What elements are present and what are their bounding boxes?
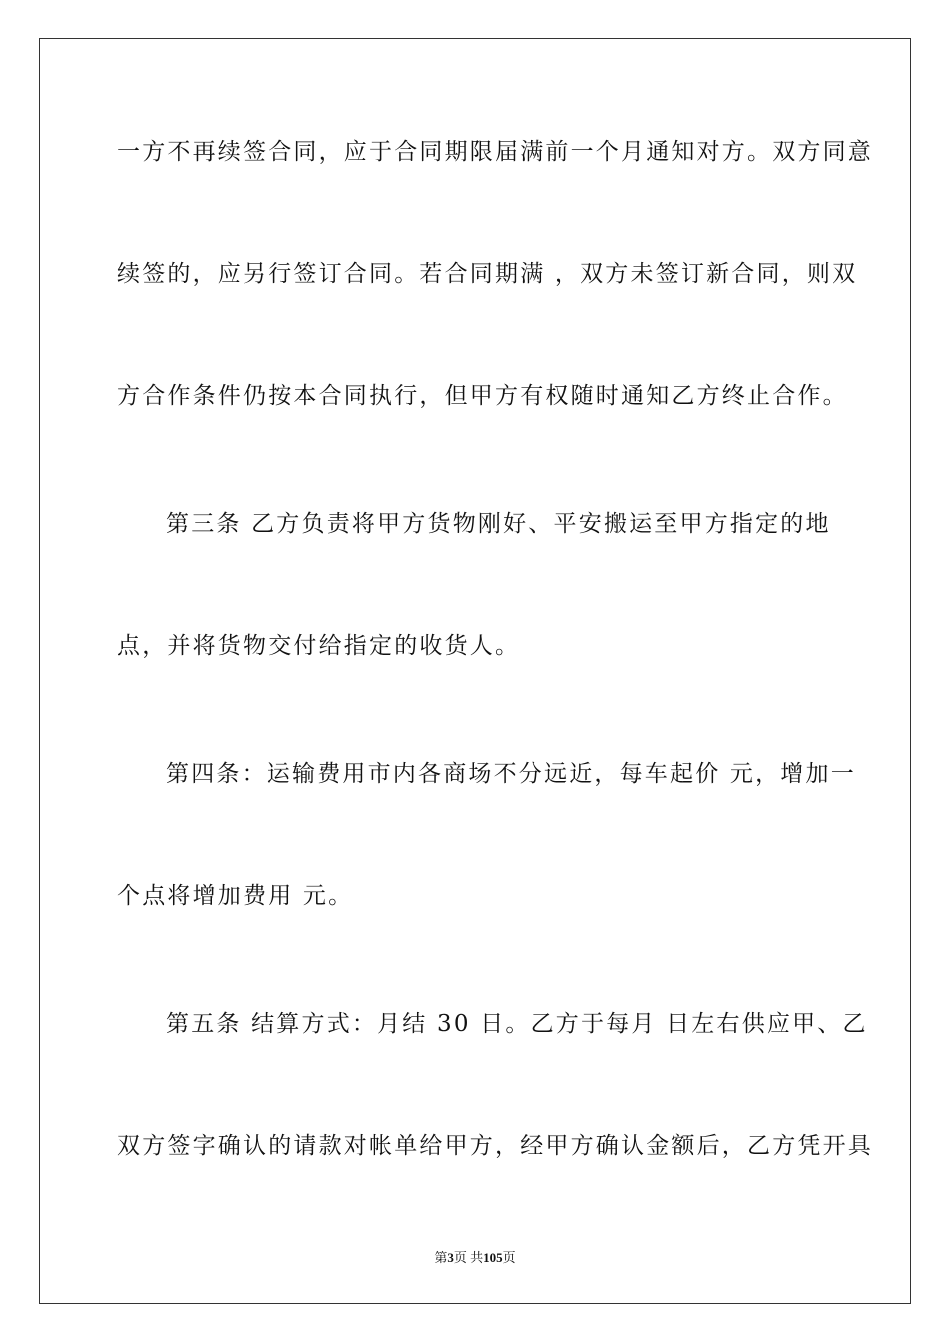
footer-middle: 页 共	[453, 1250, 484, 1265]
page-footer	[0, 1247, 950, 1266]
body-line-1: 一方不再续签合同，应于合同期限届满前一个月通知对方。双方同意	[117, 139, 873, 165]
article-3-line-1: 第三条 乙方负责将甲方货物刚好、平安搬运至甲方指定的地	[166, 511, 831, 537]
footer-page-number: 3	[447, 1250, 454, 1265]
body-line-2: 续签的，应另行签订合同。若合同期满 ，双方未签订新合同，则双	[117, 261, 858, 287]
footer-total-pages: 105	[483, 1250, 503, 1265]
footer-suffix: 页	[502, 1250, 516, 1265]
article-5-line-2: 双方签字确认的请款对帐单给甲方，经甲方确认金额后，乙方凭开具	[117, 1133, 873, 1159]
body-line-3: 方合作条件仍按本合同执行，但甲方有权随时通知乙方终止合作。	[117, 383, 848, 409]
page-border	[39, 38, 911, 1304]
article-5-line-1: 第五条 结算方式：月结 30 日。乙方于每月 日左右供应甲、乙	[166, 1011, 868, 1037]
article-3-line-2: 点，并将货物交付给指定的收货人。	[117, 633, 521, 659]
article-4-line-2: 个点将增加费用 元。	[117, 883, 354, 909]
footer-prefix: 第	[434, 1250, 448, 1265]
article-4-line-1: 第四条：运输费用市内各商场不分远近，每车起价 元，增加一	[166, 761, 856, 787]
